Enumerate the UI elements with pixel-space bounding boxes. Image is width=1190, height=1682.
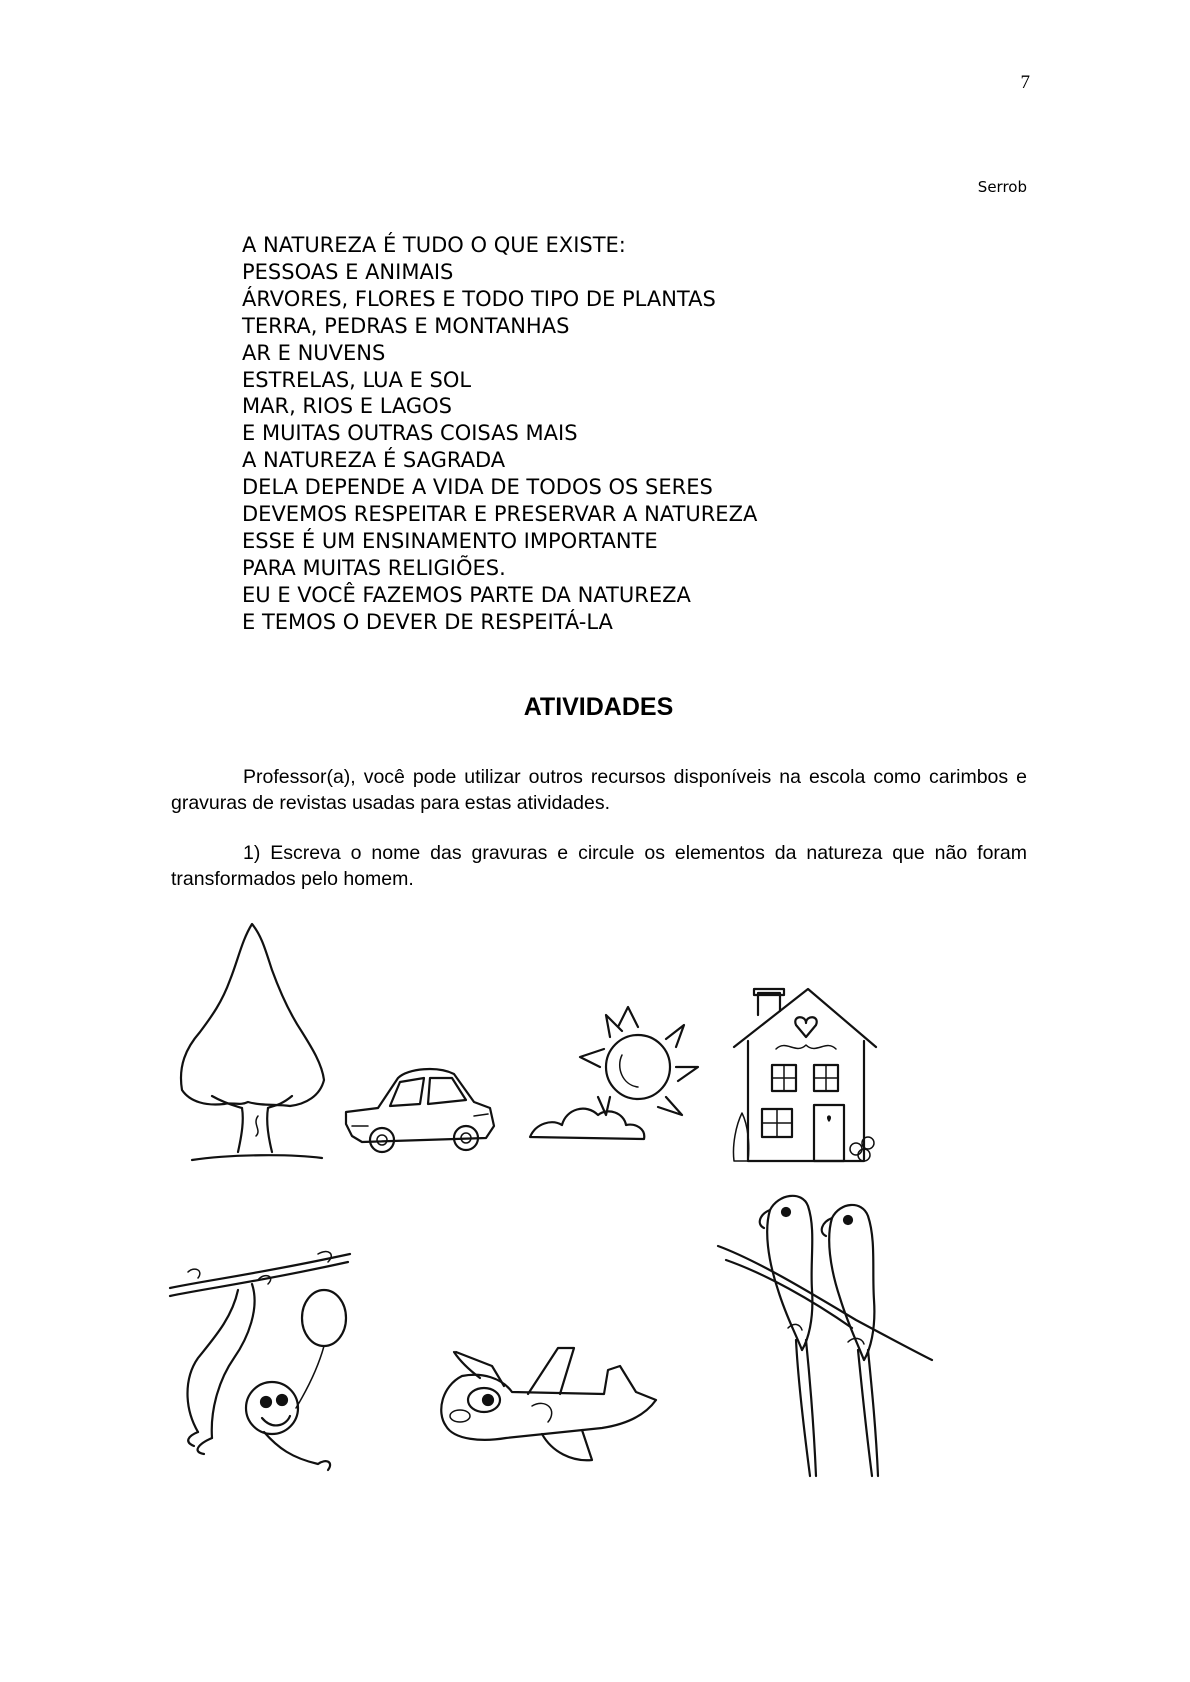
tree-illustration <box>172 920 332 1165</box>
sun-cloud-illustration <box>526 1005 711 1145</box>
page-number: 7 <box>1020 72 1030 93</box>
house-illustration <box>730 985 880 1167</box>
poem-line: DELA DEPENDE A VIDA DE TODOS OS SERES <box>242 475 713 500</box>
poem-line: AR E NUVENS <box>242 340 386 365</box>
poem-line: ESSE É UM ENSINAMENTO IMPORTANTE <box>242 528 658 553</box>
author-name: Serrob <box>977 178 1027 196</box>
poem-line: ÁRVORES, FLORES E TODO TIPO DE PLANTAS <box>242 286 716 311</box>
teacher-note: Professor(a), você pode utilizar outros recursos disponíveis na escola como carimbos e gravuras de revistas usadas para estas atividades. <box>171 766 1027 814</box>
airplane-illustration <box>432 1336 667 1471</box>
poem-line: E TEMOS O DEVER DE RESPEITÁ-LA <box>242 609 613 634</box>
poem-line: TERRA, PEDRAS E MONTANHAS <box>242 313 570 338</box>
parrots-illustration <box>716 1190 936 1480</box>
poem-line: ESTRELAS, LUA E SOL <box>242 367 472 392</box>
poem-line: A NATUREZA É TUDO O QUE EXISTE: <box>242 233 626 257</box>
poem-line: PARA MUITAS RELIGIÕES. <box>242 555 506 580</box>
monkey-illustration <box>168 1248 353 1478</box>
car-illustration <box>338 1052 498 1157</box>
poem-line: E MUITAS OUTRAS COISAS MAIS <box>242 421 578 446</box>
poem-line: A NATUREZA É SAGRADA <box>242 448 506 473</box>
section-title: ATIVIDADES <box>523 693 674 721</box>
poem-line: MAR, RIOS E LAGOS <box>242 394 452 419</box>
poem-line: DEVEMOS RESPEITAR E PRESERVAR A NATUREZA <box>242 502 758 527</box>
poem-line: EU E VOCÊ FAZEMOS PARTE DA NATUREZA <box>242 582 691 607</box>
poem-line: PESSOAS E ANIMAIS <box>242 259 454 284</box>
question-1: 1) Escreva o nome das gravuras e circule os elementos da natureza que não foram transformados pelo homem. <box>171 842 1027 890</box>
poem <box>242 232 942 636</box>
